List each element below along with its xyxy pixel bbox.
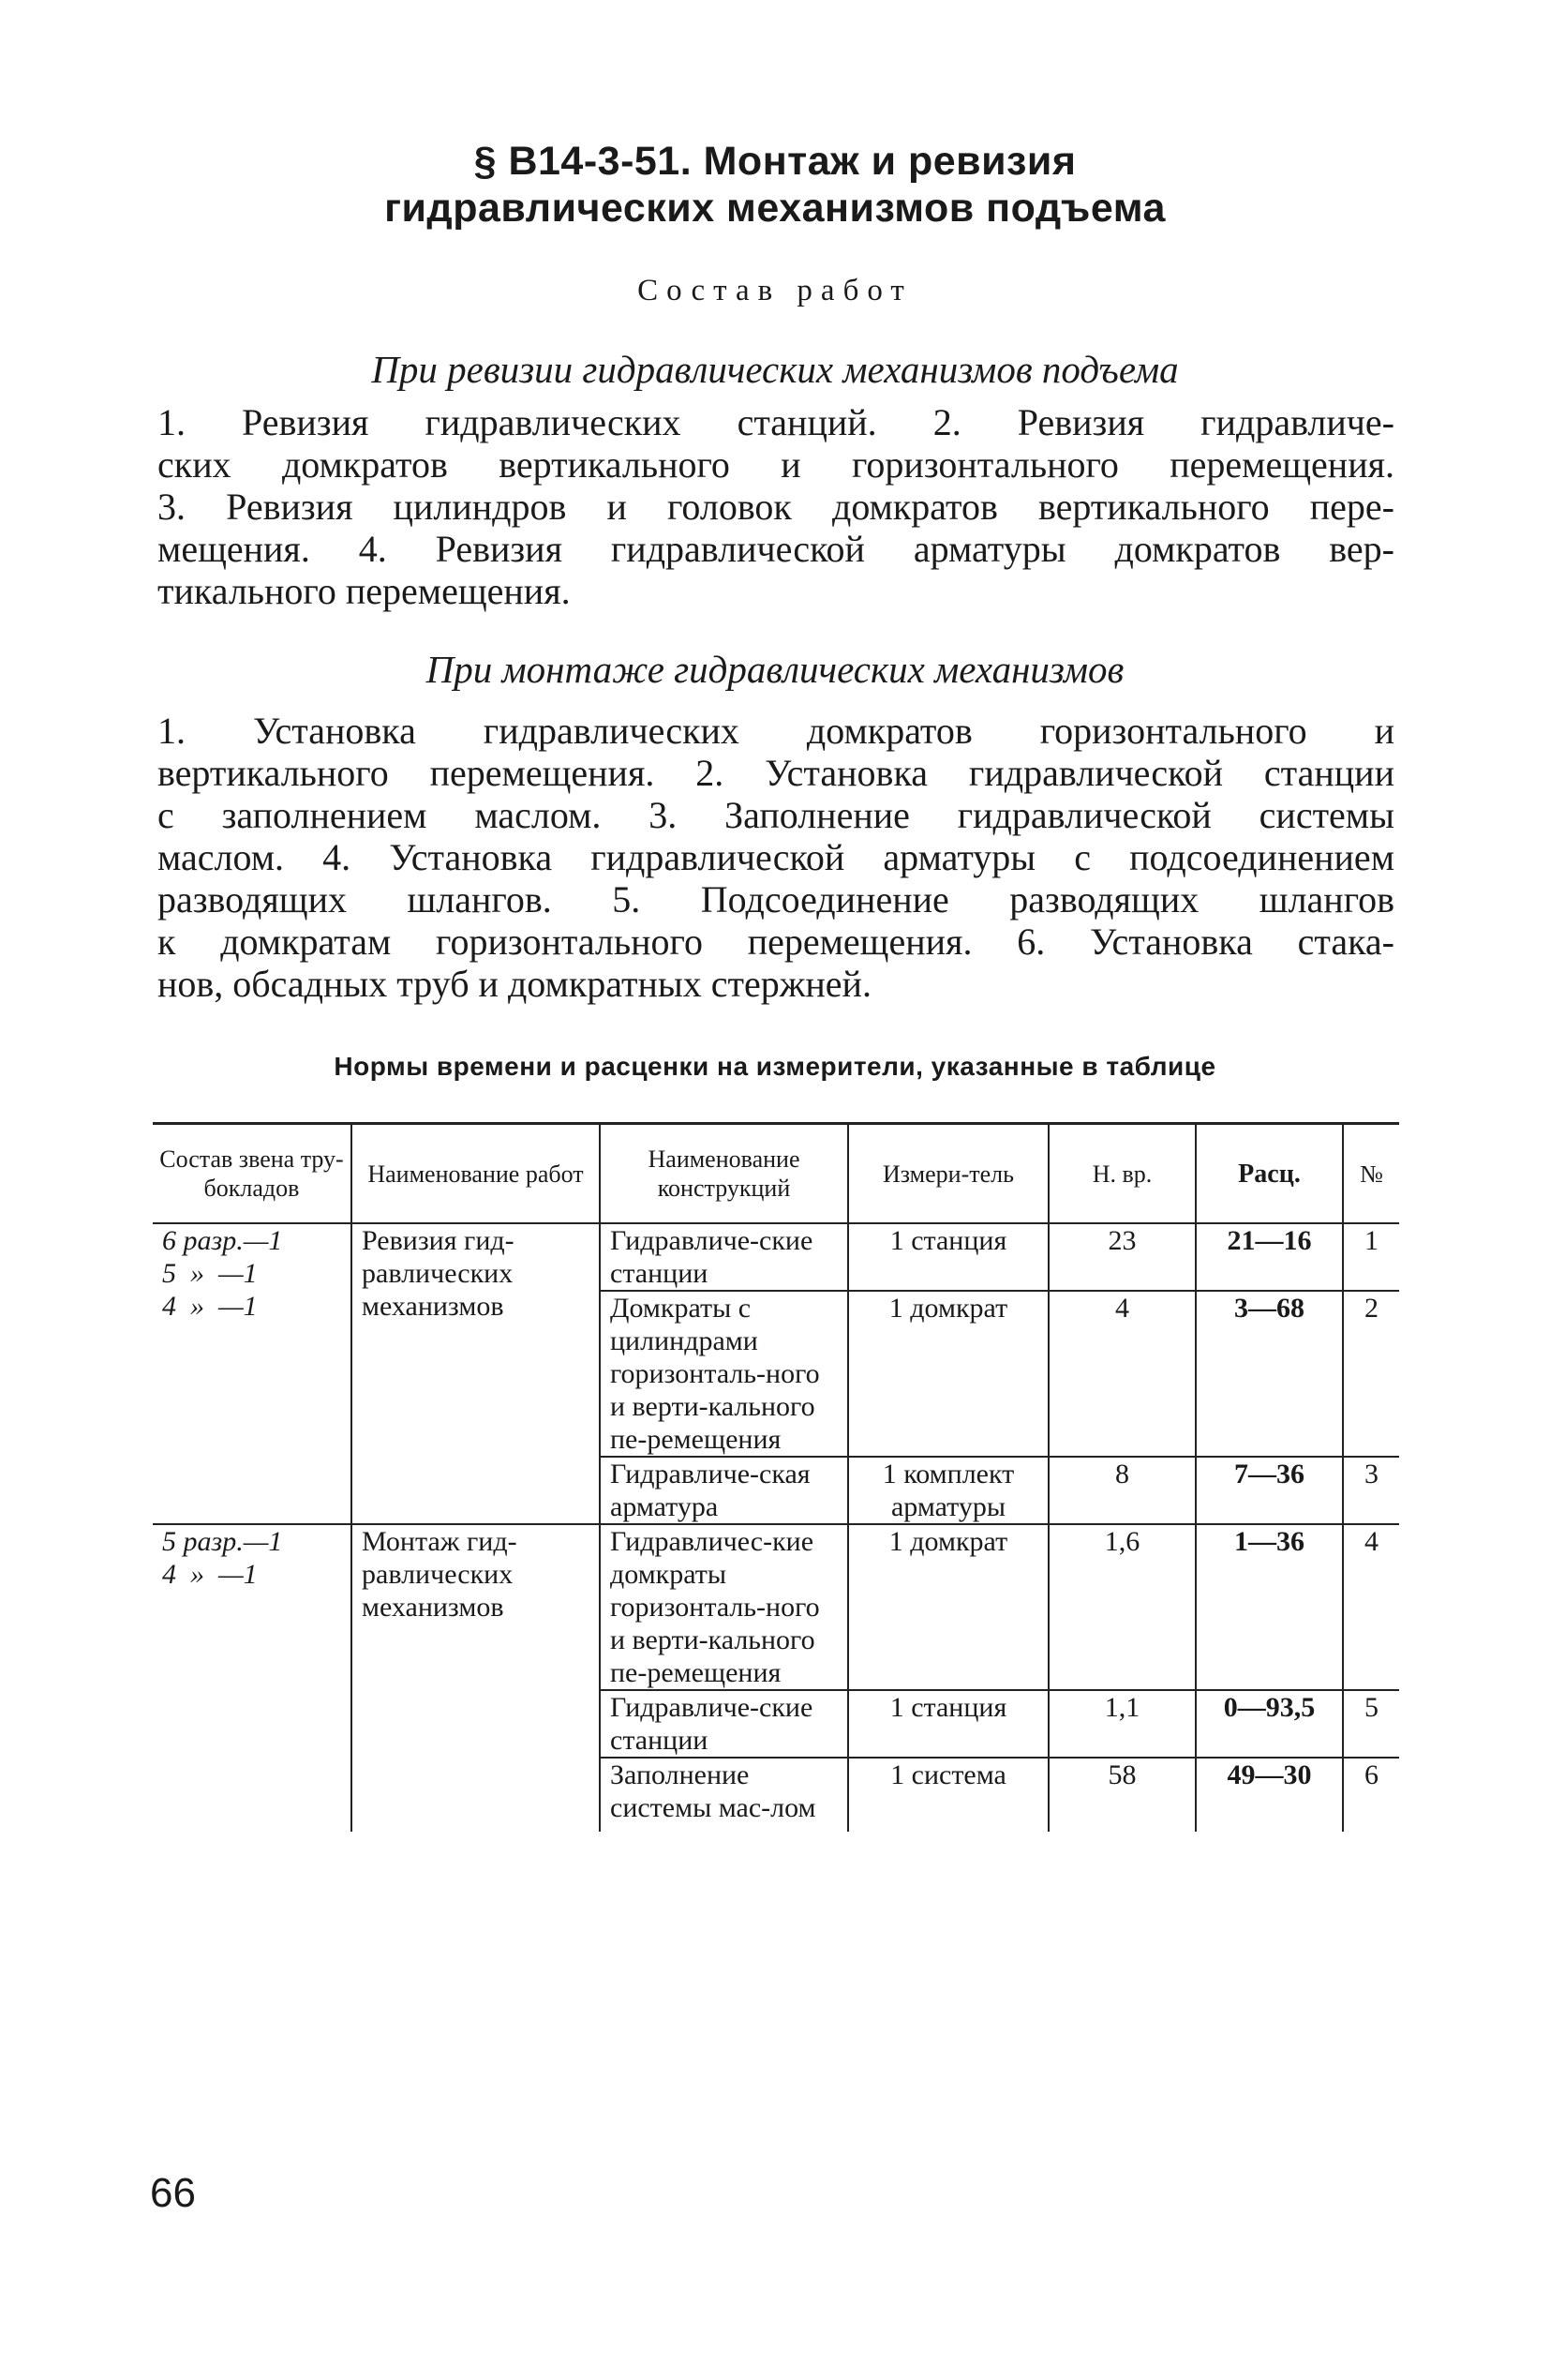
norm-cell: 23 bbox=[1049, 1223, 1196, 1291]
number-cell: 2 bbox=[1343, 1291, 1399, 1457]
construction-cell: Гидравличе-ская арматура bbox=[600, 1457, 848, 1524]
norm-cell: 4 bbox=[1049, 1291, 1196, 1457]
crew-cell: 6 разр.—1 5 » —1 4 » —1 bbox=[153, 1223, 351, 1524]
paragraph-line: к домкратам горизонтального перемещения. 6. Установка стака- bbox=[157, 921, 1394, 963]
norm-cell: 1,6 bbox=[1049, 1524, 1196, 1690]
construction-cell: Гидравличе-ские станции bbox=[600, 1223, 848, 1291]
revision-paragraph bbox=[157, 401, 1394, 612]
number-cell: 1 bbox=[1343, 1223, 1399, 1291]
price-cell: 0—93,5 bbox=[1196, 1690, 1343, 1758]
paragraph-line: вертикального перемещения. 2. Установка гидравлической станции bbox=[157, 752, 1394, 794]
price-cell: 7—36 bbox=[1196, 1457, 1343, 1524]
number-cell: 3 bbox=[1343, 1457, 1399, 1524]
construction-cell: Гидравличес-кие домкраты горизонталь-ного и верти-кального пе-ремещения bbox=[600, 1524, 848, 1690]
header-norm: Н. вр. bbox=[1049, 1124, 1196, 1224]
paragraph-line: 3. Ревизия цилиндров и головок домкратов вертикального пере- bbox=[157, 486, 1394, 528]
header-number: № bbox=[1343, 1124, 1399, 1224]
paragraph-line: ских домкратов вертикального и горизонтального перемещения. bbox=[157, 443, 1394, 486]
price-cell: 3—68 bbox=[1196, 1291, 1343, 1457]
number-cell: 4 bbox=[1343, 1524, 1399, 1690]
work-composition-label: Состав работ bbox=[637, 274, 913, 307]
header-construction: Наименование конструкций bbox=[600, 1124, 848, 1224]
unit-cell: 1 комплект арматуры bbox=[848, 1457, 1049, 1524]
norm-cell: 58 bbox=[1049, 1758, 1196, 1832]
norm-cell: 1,1 bbox=[1049, 1690, 1196, 1758]
revision-heading: При ревизии гидравлических механизмов подъема bbox=[371, 348, 1179, 391]
unit-cell: 1 станция bbox=[848, 1223, 1049, 1291]
paragraph-line: мещения. 4. Ревизия гидравлической арматуры домкратов вер- bbox=[157, 528, 1394, 570]
price-cell: 49—30 bbox=[1196, 1758, 1343, 1832]
table-header-row bbox=[153, 1124, 1399, 1224]
section-title-line-2: гидравлических механизмов подъема bbox=[384, 186, 1166, 231]
construction-cell: Домкраты с цилиндрами горизонталь-ного и верти-кального пе-ремещения bbox=[600, 1291, 848, 1457]
mounting-paragraph bbox=[157, 710, 1394, 1005]
price-cell: 21—16 bbox=[1196, 1223, 1343, 1291]
norm-cell: 8 bbox=[1049, 1457, 1196, 1524]
paragraph-line: с заполнением маслом. 3. Заполнение гидравлической системы bbox=[157, 794, 1394, 836]
table-caption: Нормы времени и расценки на измерители, указанные в таблице bbox=[334, 1052, 1216, 1081]
table-row bbox=[153, 1524, 1399, 1690]
unit-cell: 1 станция bbox=[848, 1690, 1049, 1758]
header-work: Наименование работ bbox=[351, 1124, 600, 1224]
number-cell: 6 bbox=[1343, 1758, 1399, 1832]
norms-table bbox=[153, 1122, 1399, 1832]
paragraph-line: разводящих шлангов. 5. Подсоединение разводящих шлангов bbox=[157, 878, 1394, 921]
header-crew: Состав звена тру-бокладов bbox=[153, 1124, 351, 1224]
paragraph-line: 1. Установка гидравлических домкратов горизонтального и bbox=[157, 710, 1394, 752]
construction-cell: Заполнение системы мас-лом bbox=[600, 1758, 848, 1832]
price-cell: 1—36 bbox=[1196, 1524, 1343, 1690]
construction-cell: Гидравличе-ские станции bbox=[600, 1690, 848, 1758]
unit-cell: 1 домкрат bbox=[848, 1524, 1049, 1690]
paragraph-line: тикального перемещения. bbox=[157, 570, 571, 612]
unit-cell: 1 система bbox=[848, 1758, 1049, 1832]
page-number: 66 bbox=[150, 2170, 196, 2216]
number-cell: 5 bbox=[1343, 1690, 1399, 1758]
unit-cell: 1 домкрат bbox=[848, 1291, 1049, 1457]
header-price: Расц. bbox=[1196, 1124, 1343, 1224]
paragraph-line: маслом. 4. Установка гидравлической арматуры с подсоединением bbox=[157, 836, 1394, 878]
header-unit: Измери-тель bbox=[848, 1124, 1049, 1224]
paragraph-line: нов, обсадных труб и домкратных стержней. bbox=[157, 963, 872, 1005]
crew-cell: 5 разр.—1 4 » —1 bbox=[153, 1524, 351, 1832]
work-cell: Монтаж гид-равлических механизмов bbox=[351, 1524, 600, 1832]
table-row bbox=[153, 1223, 1399, 1291]
work-cell: Ревизия гид-равлических механизмов bbox=[351, 1223, 600, 1524]
section-title-line-1: § В14-3-51. Монтаж и ревизия bbox=[473, 139, 1077, 184]
mounting-heading: При монтаже гидравлических механизмов bbox=[425, 648, 1125, 691]
paragraph-line: 1. Ревизия гидравлических станций. 2. Ревизия гидравличе- bbox=[157, 401, 1394, 443]
